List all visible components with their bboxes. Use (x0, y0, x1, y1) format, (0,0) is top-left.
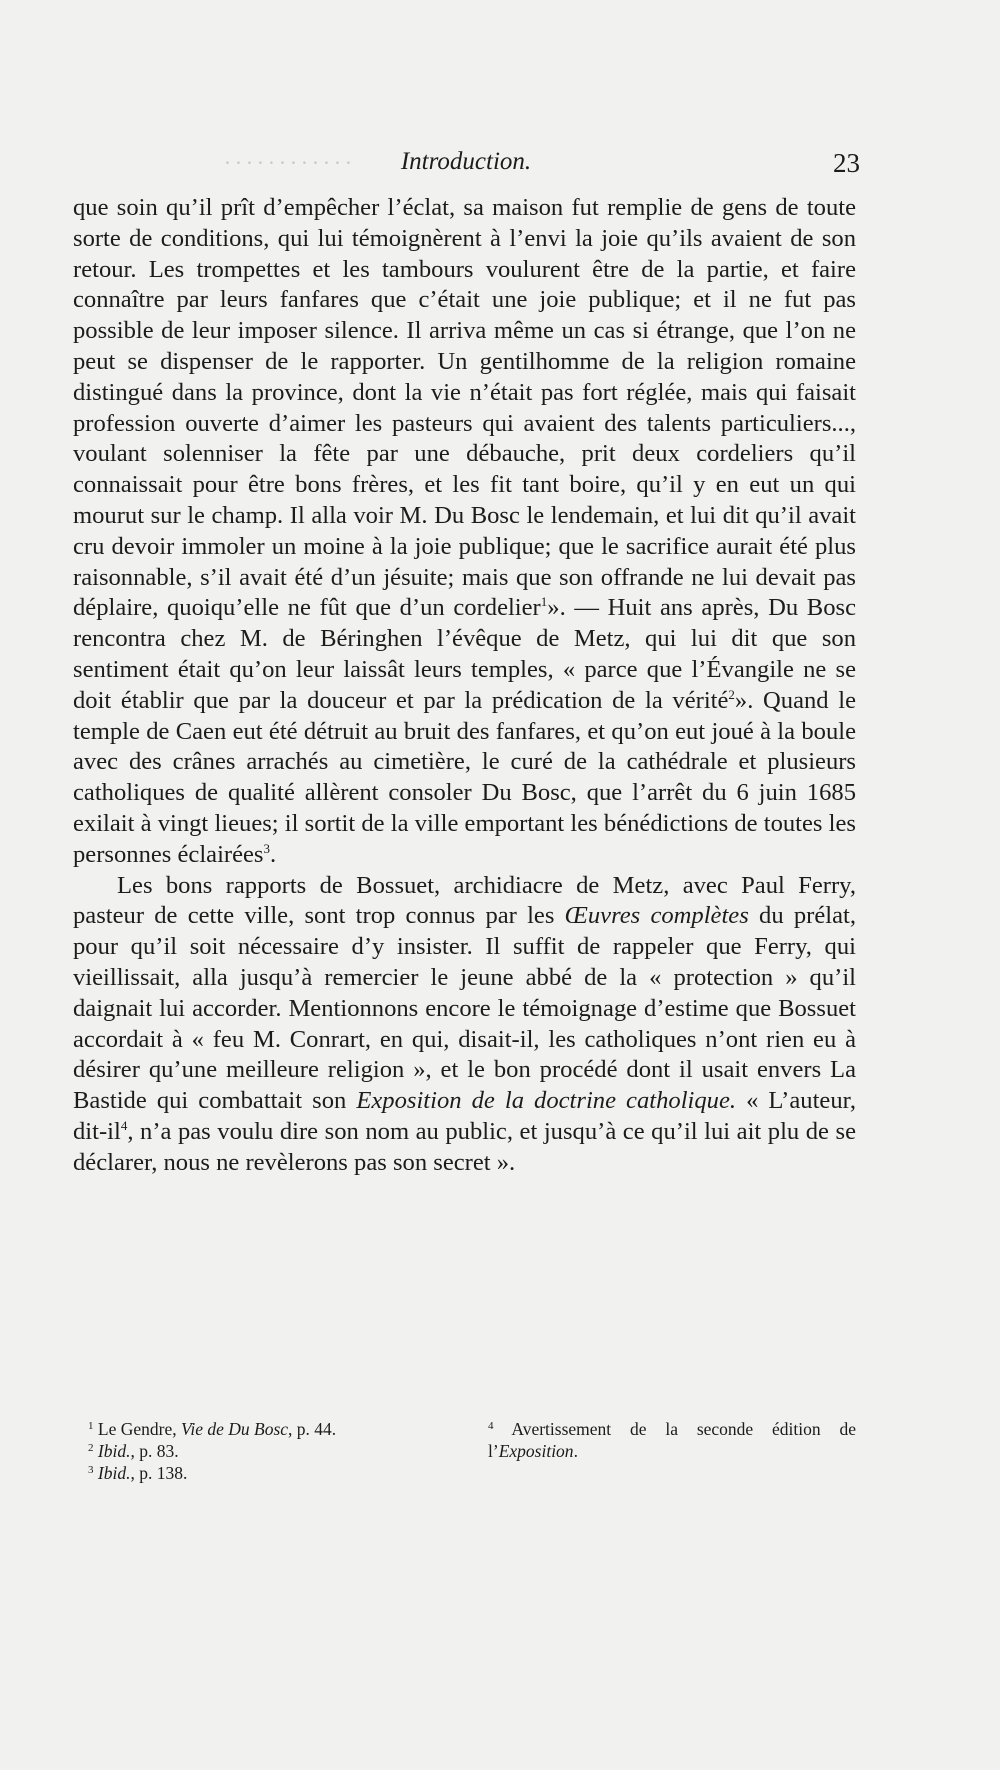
footnote-4 (488, 1418, 856, 1462)
footnote-2 (88, 1440, 468, 1462)
footnote-text: . (573, 1441, 578, 1461)
footnote-number: 3 (88, 1464, 94, 1476)
footnote-text: , p. 83. (130, 1441, 179, 1461)
footnote-text: , p. 138. (130, 1463, 188, 1483)
footnote-text: Le Gendre, (97, 1419, 181, 1439)
footnote-ref-1: 1 (540, 594, 548, 610)
footnote-ref-2: 2 (728, 686, 735, 702)
footnote-number: 2 (88, 1442, 94, 1454)
paragraph-2 (73, 871, 856, 1179)
text-run: que soin qu’il prît d’empêcher l’éclat, sa maison fut remplie de gens de toute sorte de conditions, qui lui témoignèrent à l’envi la joie qu’ils avaient de son retour. Les trompettes et les tambours voulurent être de la partie, et faire connaître par leurs fanfares que c’était une joie publique; et il ne fut pas possible de leur imposer silence. Il arriva même un cas si étrange, que l’on ne peut se dispenser de le rapporter. Un gentilhomme de la religion romaine distingué dans la province, dont la vie n’était pas fort réglée, mais qui faisait profession ouverte d’aimer les pasteurs qui avaient des talents particuliers..., voulant solenniser la fête par une débauche, prit deux cordeliers qu’il connaissait pour être bons frères, et les fit tant boire, qu’il y en eut un qui mourut sur le champ. Il alla voir M. Du Bosc le lendemain, et lui dit qu’il avait cru devoir immoler un moine à la joie publique; que le sacrifice aurait été plus raisonnable, s’il avait été d’un jésuite; mais que son offrande ne lui devait pas déplaire, quoiqu’elle ne fût que d’un cordelier (73, 194, 856, 622)
text-run: du prélat, pour qu’il soit nécessaire d’y insister. Il suffit de rappeler que Ferry, qui vieillissait, alla jusqu’à remercier le jeune abbé de la « protection » qu’il daignait lui accorder. Mentionnons encore le témoignage d’estime que Bossuet accordait à « feu M. Conrart, en qui, disait-il, les catholiques n’ont rien eu à désirer qu’une meilleure religion », et le bon procédé dont il usait envers La Bastide qui combattait son (73, 902, 856, 1115)
footnote-italic: Ibid. (97, 1463, 131, 1483)
footnote-text: Avertissement de la seconde édition de l’ (488, 1419, 856, 1461)
footnote-ref-4: 4 (120, 1117, 128, 1133)
body-text (73, 193, 856, 1179)
running-head (72, 148, 860, 182)
bleed-through-mark: · · · · · · · · · · · · (225, 150, 352, 175)
footnote-text: , p. 44. (288, 1419, 337, 1439)
running-head-title: Introduction. (400, 148, 532, 175)
text-run: Les bons rapports de Bossuet, archidiacre de Metz, avec Paul Ferry, pasteur de cette ville, sont trop connus par les (73, 871, 856, 930)
text-run: . (270, 840, 277, 868)
footnotes-left-column (88, 1418, 468, 1484)
text-run: ». — Huit ans après, Du Bosc rencontra chez M. de Béringhen l’évêque de Metz, qui lui dit que son sentiment était qu’on leur laissât leurs temples, « parce que l’Évangile ne se doit établir que par la douceur et par la prédication de la vérité (73, 594, 856, 714)
text-run: ». Quand le temple de Caen eut été détruit au bruit des fanfares, et qu’on eut joué à la boule avec des crânes arrachés au cimetière, le curé de la cathédrale et plusieurs catholiques de qualité allèrent consoler Du Bosc, que l’arrêt du 6 juin 1685 exilait à vingt lieues; il sortit de la ville emportant les bénédictions de toutes les personnes éclairées (73, 686, 856, 868)
paragraph-1 (73, 193, 856, 871)
footnote-number: 4 (488, 1420, 494, 1432)
footnote-italic: Ibid. (97, 1441, 131, 1461)
text-run: , n’a pas voulu dire son nom au public, et jusqu’à ce qu’il lui ait plu de se déclarer, nous ne revèlerons pas son secret ». (73, 1117, 856, 1176)
text-run: « L’auteur, dit-il (73, 1087, 856, 1145)
page-number: 23 (833, 148, 860, 178)
footnote-number: 1 (88, 1420, 94, 1432)
footnotes-right-column (488, 1418, 856, 1462)
footnote-ref-3: 3 (263, 840, 271, 856)
italic-title: Œuvres complètes (564, 902, 749, 930)
footnote-italic: Exposition (498, 1441, 574, 1461)
italic-title: Exposition de la doctrine catholique. (356, 1087, 737, 1115)
footnote-1 (88, 1418, 468, 1440)
footnote-italic: Vie de Du Bosc (180, 1419, 289, 1439)
footnote-3 (88, 1462, 468, 1484)
